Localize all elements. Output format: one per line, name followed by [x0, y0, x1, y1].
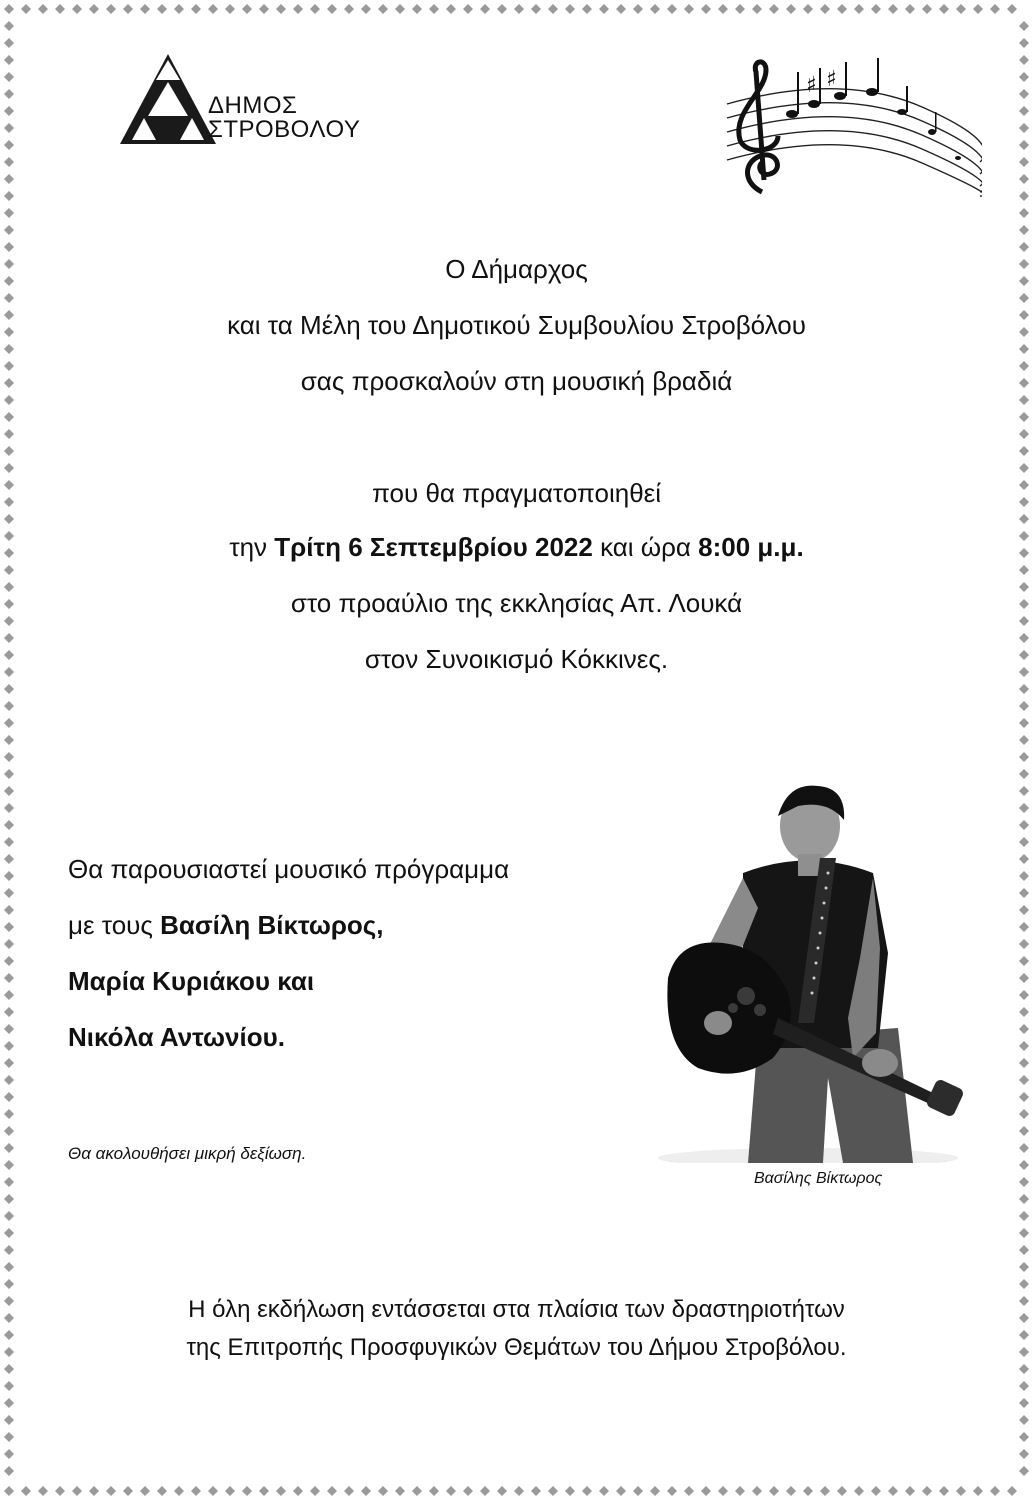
border-diamond [4, 412, 14, 422]
border-diamond [565, 1486, 575, 1496]
program-artist-line-3 [68, 1022, 285, 1052]
border-diamond [327, 4, 337, 14]
border-diamond [735, 1486, 745, 1496]
border-diamond [1019, 1279, 1029, 1289]
border-diamond [786, 4, 796, 14]
border-diamond [1019, 1177, 1029, 1187]
border-diamond [242, 1486, 252, 1496]
border-diamond [21, 4, 31, 14]
border-diamond [854, 1486, 864, 1496]
border-diamond [4, 123, 14, 133]
border-diamond [1019, 38, 1029, 48]
border-diamond [4, 1160, 14, 1170]
border-diamond [684, 1486, 694, 1496]
border-diamond [4, 1432, 14, 1442]
border-diamond [225, 1486, 235, 1496]
border-diamond [106, 1486, 116, 1496]
border-diamond [4, 1449, 14, 1459]
border-diamond [1019, 973, 1029, 983]
border-diamond [803, 1486, 813, 1496]
border-diamond [769, 1486, 779, 1496]
border-diamond [4, 225, 14, 235]
border-diamond [701, 1486, 711, 1496]
event-date: Τρίτη 6 Σεπτεμβρίου 2022 [274, 532, 593, 562]
border-diamond [1019, 1364, 1029, 1374]
border-diamond [633, 1486, 643, 1496]
border-diamond [4, 208, 14, 218]
border-diamond [1019, 208, 1029, 218]
border-diamond [871, 4, 881, 14]
border-diamond [4, 1279, 14, 1289]
border-diamond [718, 4, 728, 14]
border-diamond [361, 4, 371, 14]
border-diamond [939, 4, 949, 14]
border-diamond [4, 191, 14, 201]
border-diamond [157, 1486, 167, 1496]
border-diamond [616, 4, 626, 14]
border-diamond [1019, 242, 1029, 252]
border-diamond [463, 4, 473, 14]
border-diamond [1019, 1398, 1029, 1408]
border-diamond [191, 4, 201, 14]
border-diamond [344, 1486, 354, 1496]
border-diamond [4, 1364, 14, 1374]
border-diamond [4, 174, 14, 184]
border-diamond [1019, 123, 1029, 133]
border-diamond [1019, 1381, 1029, 1391]
border-diamond [1019, 225, 1029, 235]
border-diamond [837, 4, 847, 14]
border-diamond [4, 973, 14, 983]
border-diamond [990, 4, 1000, 14]
border-diamond [1019, 718, 1029, 728]
border-diamond [939, 1486, 949, 1496]
border-diamond [599, 1486, 609, 1496]
artist-maria: Μαρία Κυριάκου και [68, 966, 315, 996]
border-diamond [4, 1024, 14, 1034]
logo-line-1: ΔΗΜΟΣ [208, 92, 298, 119]
logo-line-2: ΣΤΡΟΒΟΛΟΥ [208, 116, 361, 143]
border-diamond [293, 4, 303, 14]
border-diamond [276, 4, 286, 14]
border-diamond [55, 1486, 65, 1496]
program-artist-line-2 [68, 966, 314, 996]
border-diamond [446, 1486, 456, 1496]
border-diamond [4, 1075, 14, 1085]
program-intro: Θα παρουσιαστεί μουσικό πρόγραμμα [68, 854, 510, 884]
border-diamond [1019, 1228, 1029, 1238]
border-diamond [4, 871, 14, 881]
svg-text:♯: ♯ [806, 73, 817, 98]
border-diamond [1019, 1058, 1029, 1068]
border-diamond [1019, 174, 1029, 184]
music-notes-icon [722, 52, 982, 197]
border-diamond [429, 1486, 439, 1496]
border-diamond [1007, 4, 1017, 14]
border-diamond [820, 4, 830, 14]
border-diamond [1019, 429, 1029, 439]
border-diamond [4, 72, 14, 82]
border-diamond [4, 803, 14, 813]
venue-line-1: στο προαύλιο της εκκλησίας Απ. Λουκά [290, 588, 743, 618]
border-diamond [1019, 1092, 1029, 1102]
border-diamond [854, 4, 864, 14]
border-diamond [1019, 1415, 1029, 1425]
border-diamond [395, 1486, 405, 1496]
border-diamond [4, 140, 14, 150]
border-diamond [4, 429, 14, 439]
photo-caption: Βασίλης Βίκτωρος [754, 1170, 883, 1187]
border-diamond [1019, 21, 1029, 31]
border-diamond [633, 4, 643, 14]
border-diamond [4, 1177, 14, 1187]
border-diamond [701, 4, 711, 14]
border-diamond [616, 1486, 626, 1496]
footer-line-2: της Επιτροπής Προσφυγικών Θεμάτων του Δήμου Στροβόλου. [186, 1334, 847, 1361]
border-diamond [55, 4, 65, 14]
border-diamond [1019, 412, 1029, 422]
border-diamond [4, 837, 14, 847]
border-diamond [106, 4, 116, 14]
border-diamond [4, 888, 14, 898]
border-diamond [990, 1486, 1000, 1496]
border-diamond [4, 922, 14, 932]
border-diamond [1019, 106, 1029, 116]
border-diamond [4, 344, 14, 354]
border-diamond [140, 1486, 150, 1496]
border-diamond [769, 4, 779, 14]
border-diamond [4, 1143, 14, 1153]
municipality-logo-text [208, 94, 360, 142]
border-diamond [650, 1486, 660, 1496]
border-diamond [4, 1381, 14, 1391]
border-diamond [412, 1486, 422, 1496]
border-diamond [1019, 1075, 1029, 1085]
border-diamond [1019, 1109, 1029, 1119]
border-diamond [4, 1007, 14, 1017]
border-diamond [956, 1486, 966, 1496]
border-diamond [1019, 990, 1029, 1000]
border-diamond [1019, 684, 1029, 694]
border-diamond [956, 4, 966, 14]
border-diamond [4, 106, 14, 116]
border-diamond [1019, 55, 1029, 65]
border-diamond [4, 701, 14, 711]
with-prefix: με τους [68, 910, 161, 940]
border-diamond [72, 4, 82, 14]
border-diamond [735, 4, 745, 14]
border-diamond [4, 854, 14, 864]
border-diamond [89, 4, 99, 14]
border-diamond [480, 4, 490, 14]
border-diamond [4, 905, 14, 915]
border-diamond [4, 1211, 14, 1221]
border-diamond [395, 4, 405, 14]
border-diamond [973, 1486, 983, 1496]
border-diamond [922, 1486, 932, 1496]
artist-vasilis: Βασίλη Βίκτωρος, [160, 910, 384, 940]
border-diamond [208, 1486, 218, 1496]
border-diamond [1019, 1143, 1029, 1153]
border-diamond [565, 4, 575, 14]
border-diamond [72, 1486, 82, 1496]
border-diamond [888, 1486, 898, 1496]
invitation-line-council: και τα Μέλη του Δημοτικού Συμβουλίου Στροβόλου [227, 310, 806, 340]
border-diamond [548, 1486, 558, 1496]
border-diamond [1019, 1245, 1029, 1255]
border-diamond [4, 990, 14, 1000]
border-diamond [327, 1486, 337, 1496]
border-diamond [4, 786, 14, 796]
invitation-line-held: που θα πραγματοποιηθεί [371, 478, 662, 508]
border-diamond [276, 1486, 286, 1496]
artist-nikola: Νικόλα Αντωνίου. [68, 1022, 285, 1052]
border-diamond [922, 4, 932, 14]
border-diamond [1019, 752, 1029, 762]
border-diamond [4, 1245, 14, 1255]
border-diamond [1019, 463, 1029, 473]
border-diamond [1019, 446, 1029, 456]
border-diamond [582, 4, 592, 14]
border-diamond [514, 1486, 524, 1496]
border-diamond [4, 769, 14, 779]
border-diamond [1019, 956, 1029, 966]
border-diamond [293, 1486, 303, 1496]
border-diamond [4, 1398, 14, 1408]
border-diamond [1019, 1466, 1029, 1476]
border-diamond [837, 1486, 847, 1496]
border-diamond [1019, 633, 1029, 643]
guitarist-photo [648, 778, 968, 1163]
border-diamond [208, 4, 218, 14]
border-diamond [259, 1486, 269, 1496]
border-diamond [1019, 1194, 1029, 1204]
border-diamond [4, 293, 14, 303]
border-diamond [1019, 888, 1029, 898]
border-diamond [4, 1415, 14, 1425]
border-diamond [480, 1486, 490, 1496]
border-diamond [1019, 1041, 1029, 1051]
border-diamond [21, 1486, 31, 1496]
invitation-date-line [0, 532, 1033, 563]
border-diamond [259, 4, 269, 14]
border-diamond [4, 1109, 14, 1119]
border-diamond [191, 1486, 201, 1496]
border-diamond [1019, 922, 1029, 932]
invitation-line-invite: σας προσκαλούν στη μουσική βραδιά [300, 366, 733, 396]
border-diamond [1019, 565, 1029, 575]
border-diamond [38, 1486, 48, 1496]
border-diamond [361, 1486, 371, 1496]
border-diamond [1019, 1449, 1029, 1459]
border-diamond [1019, 344, 1029, 354]
border-diamond [1019, 1024, 1029, 1034]
border-diamond [242, 4, 252, 14]
border-diamond [4, 463, 14, 473]
footer-line-1: Η όλη εκδήλωση εντάσσεται στα πλαίσια των δραστηριοτήτων [188, 1296, 845, 1323]
border-diamond [786, 1486, 796, 1496]
border-diamond [4, 820, 14, 830]
border-diamond [548, 4, 558, 14]
border-diamond [123, 1486, 133, 1496]
border-diamond [1019, 837, 1029, 847]
border-diamond [667, 4, 677, 14]
border-diamond [1019, 769, 1029, 779]
border-diamond [514, 4, 524, 14]
border-diamond [4, 1126, 14, 1136]
border-diamond [1019, 514, 1029, 524]
border-diamond [38, 4, 48, 14]
border-diamond [4, 1486, 14, 1496]
border-diamond [4, 38, 14, 48]
svg-text:♯: ♯ [826, 67, 837, 92]
border-diamond [667, 1486, 677, 1496]
border-diamond [174, 1486, 184, 1496]
border-diamond [344, 4, 354, 14]
border-diamond [497, 1486, 507, 1496]
border-diamond [4, 1041, 14, 1051]
border-diamond [1019, 72, 1029, 82]
border-diamond [4, 1092, 14, 1102]
border-diamond [1019, 871, 1029, 881]
border-diamond [1019, 140, 1029, 150]
border-diamond [4, 1194, 14, 1204]
border-diamond [1019, 701, 1029, 711]
border-diamond [1019, 735, 1029, 745]
border-diamond [429, 4, 439, 14]
border-diamond [4, 735, 14, 745]
border-diamond [4, 1262, 14, 1272]
border-diamond [1019, 1211, 1029, 1221]
border-diamond [4, 752, 14, 762]
border-diamond [684, 4, 694, 14]
border-diamond [1019, 1126, 1029, 1136]
border-diamond [905, 1486, 915, 1496]
border-diamond [973, 4, 983, 14]
reception-note: Θα ακολουθήσει μικρή δεξίωση. [68, 1144, 307, 1163]
border-diamond [4, 242, 14, 252]
border-diamond [1019, 854, 1029, 864]
border-diamond [89, 1486, 99, 1496]
border-diamond [1019, 1432, 1029, 1442]
border-diamond [1019, 1160, 1029, 1170]
time-prefix: και ώρα [592, 532, 699, 562]
venue-line-2: στον Συνοικισμό Κόκκινες. [364, 644, 669, 674]
border-diamond [4, 684, 14, 694]
border-diamond [718, 1486, 728, 1496]
border-diamond [531, 4, 541, 14]
program-artist-line-1 [68, 910, 384, 940]
border-diamond [310, 4, 320, 14]
border-diamond [752, 1486, 762, 1496]
border-diamond [1019, 157, 1029, 167]
border-diamond [803, 4, 813, 14]
border-diamond [1019, 905, 1029, 915]
border-diamond [1019, 293, 1029, 303]
border-diamond [378, 4, 388, 14]
event-time: 8:00 μ.μ. [698, 532, 804, 562]
border-diamond [1019, 786, 1029, 796]
border-diamond [4, 55, 14, 65]
border-diamond [4, 718, 14, 728]
border-diamond [378, 1486, 388, 1496]
border-diamond [4, 1466, 14, 1476]
border-diamond [157, 4, 167, 14]
border-diamond [1019, 939, 1029, 949]
border-diamond [463, 1486, 473, 1496]
border-diamond [820, 1486, 830, 1496]
border-diamond [4, 1228, 14, 1238]
border-diamond [531, 1486, 541, 1496]
border-diamond [4, 565, 14, 575]
border-diamond [582, 1486, 592, 1496]
border-diamond [4, 939, 14, 949]
border-diamond [4, 89, 14, 99]
border-diamond [225, 4, 235, 14]
border-diamond [1019, 89, 1029, 99]
border-diamond [123, 4, 133, 14]
border-diamond [446, 4, 456, 14]
border-diamond [599, 4, 609, 14]
invitation-line-mayor: Ο Δήμαρχος [445, 254, 588, 284]
border-diamond [1019, 820, 1029, 830]
border-diamond [4, 1058, 14, 1068]
border-diamond [1019, 1262, 1029, 1272]
border-diamond [310, 1486, 320, 1496]
border-diamond [174, 4, 184, 14]
border-diamond [4, 633, 14, 643]
border-diamond [497, 4, 507, 14]
date-prefix: την [229, 532, 275, 562]
border-diamond [650, 4, 660, 14]
border-diamond [4, 956, 14, 966]
border-diamond [4, 4, 14, 14]
border-diamond [4, 446, 14, 456]
border-diamond [4, 21, 14, 31]
border-diamond [1019, 803, 1029, 813]
border-diamond [871, 1486, 881, 1496]
border-diamond [1019, 1007, 1029, 1017]
border-diamond [888, 4, 898, 14]
border-diamond [1019, 191, 1029, 201]
border-diamond [4, 514, 14, 524]
border-diamond [905, 4, 915, 14]
border-diamond [412, 4, 422, 14]
border-diamond [140, 4, 150, 14]
border-diamond [4, 157, 14, 167]
border-diamond [1007, 1486, 1017, 1496]
border-diamond [752, 4, 762, 14]
